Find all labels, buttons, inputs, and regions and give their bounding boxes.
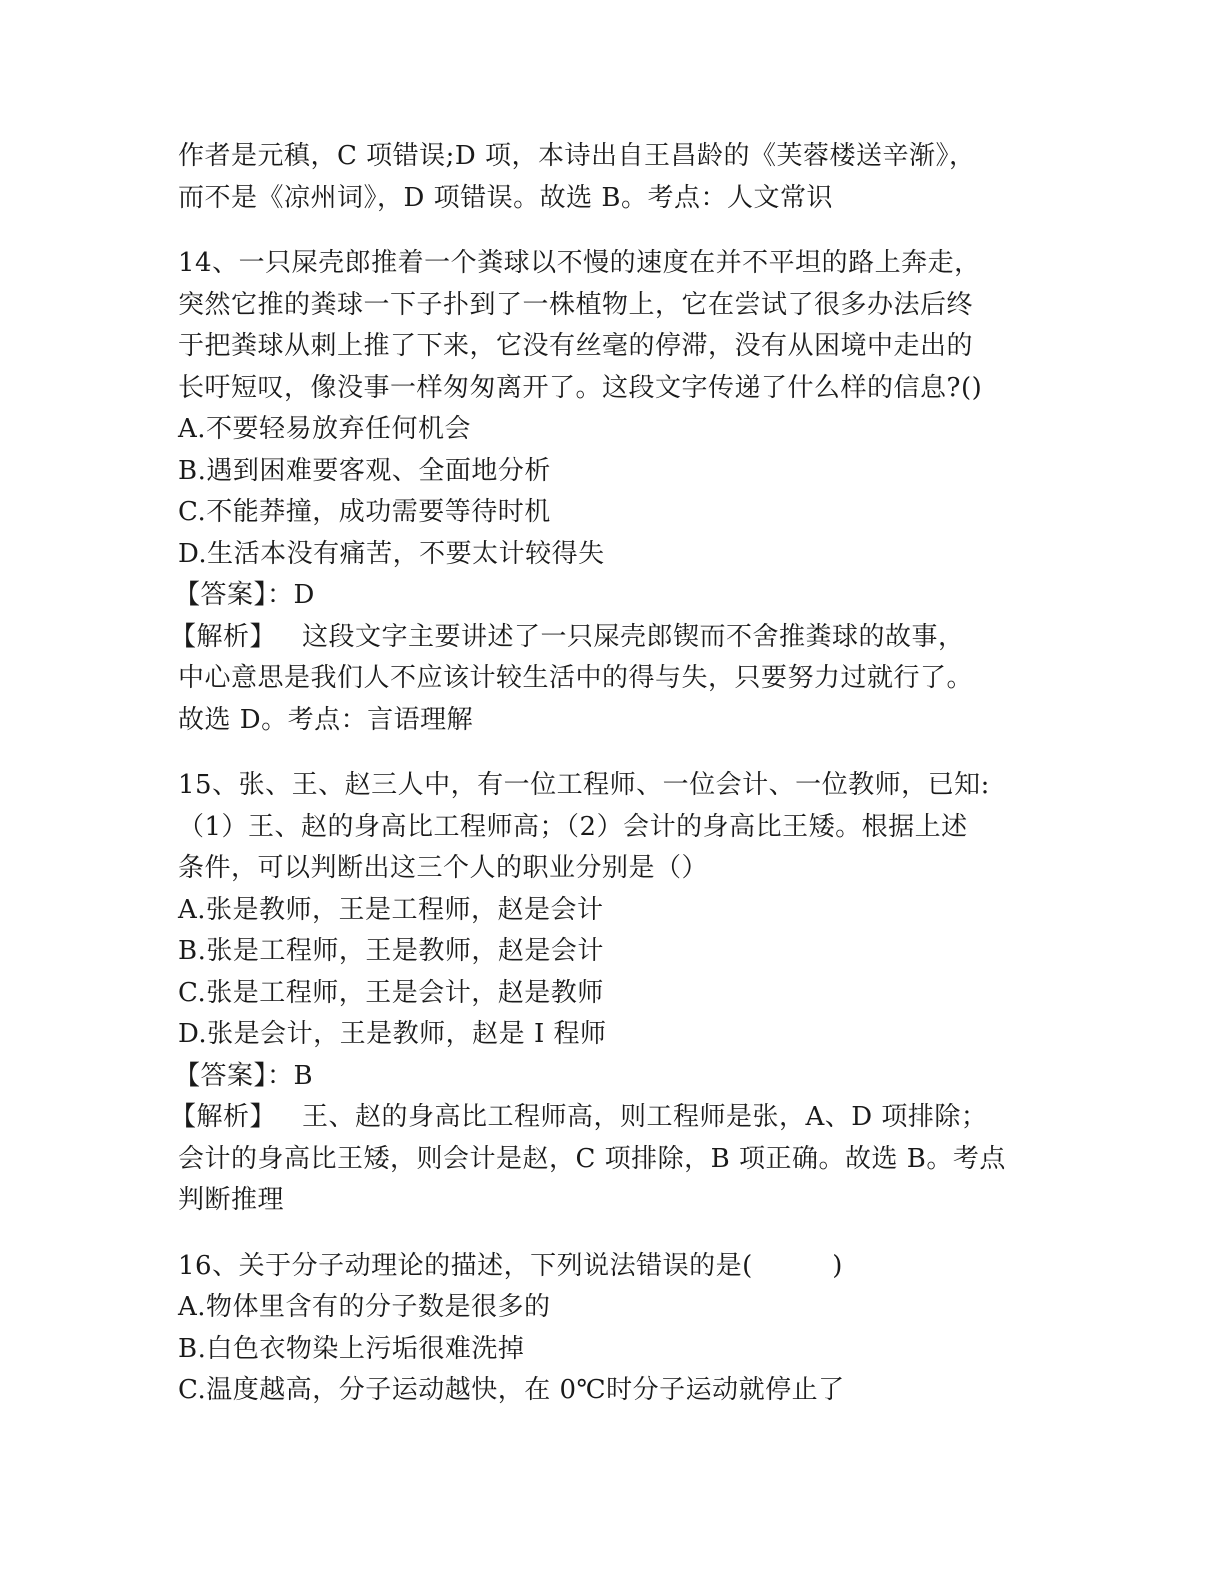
analysis-text: 这段文字主要讲述了一只屎壳郎锲而不舍推粪球的故事， <box>302 621 965 652</box>
option-c: C.不能莽撞，成功需要等待时机 <box>178 497 551 527</box>
analysis-line: 故选 D。考点：言语理解 <box>178 704 474 735</box>
answer-line: 【答案】：D <box>174 580 315 610</box>
analysis-label: 【解析】 <box>170 1102 277 1132</box>
question-15 <box>170 765 1038 1222</box>
question-stem-line: 15、张、王、赵三人中，有一位工程师、一位会计、一位教师，已知: <box>178 770 990 800</box>
paragraph-gap <box>178 1222 1038 1246</box>
analysis-line: 中心意思是我们人不应该计较生活中的得与失，只要努力过就行了。 <box>178 663 974 693</box>
analysis-first-line <box>170 1097 1038 1139</box>
analysis-line: 判断推理 <box>178 1185 285 1215</box>
analysis-text: 王、赵的身高比工程师高，则工程师是张，A、D 项排除； <box>302 1102 988 1132</box>
question-16 <box>178 1246 1038 1412</box>
option-b: B.白色衣物染上污垢很难洗掉 <box>178 1333 525 1364</box>
answer-line: 【答案】：B <box>174 1060 314 1091</box>
intro-paragraph <box>178 136 1038 219</box>
option-b: B.张是工程师，王是教师，赵是会计 <box>178 936 604 966</box>
question-stem-line: 14、一只屎壳郎推着一个粪球以不慢的速度在并不平坦的路上奔走， <box>178 248 981 278</box>
option-d: D.生活本没有痛苦，不要太计较得失 <box>178 538 605 569</box>
option-a: A.张是教师，王是工程师，赵是会计 <box>178 894 604 925</box>
question-14 <box>170 243 1038 741</box>
document-page <box>170 136 1038 1412</box>
option-a: A.不要轻易放弃任何机会 <box>178 414 472 444</box>
question-stem-line: 16、关于分子动理论的描述，下列说法错误的是( ) <box>178 1250 843 1281</box>
intro-line: 而不是《凉州词》，D 项错误。故选 B。考点：人文常识 <box>178 182 833 213</box>
paragraph-gap <box>178 219 1038 243</box>
question-stem-line: 条件，可以判断出这三个人的职业分别是（） <box>178 853 709 883</box>
question-stem-line: （1）王、赵的身高比工程师高；（2）会计的身高比王矮。根据上述 <box>178 811 968 842</box>
analysis-label: 【解析】 <box>170 621 277 652</box>
option-c: C.张是工程师，王是会计，赵是教师 <box>178 977 604 1008</box>
question-stem-line: 于把粪球从刺上推了下来，它没有丝毫的停滞，没有从困境中走出的 <box>178 331 974 361</box>
question-stem-line: 长吁短叹，像没事一样匆匆离开了。这段文字传递了什么样的信息?() <box>178 372 983 403</box>
option-b: B.遇到困难要客观、全面地分析 <box>178 455 551 486</box>
paragraph-gap <box>178 741 1038 765</box>
option-a: A.物体里含有的分子数是很多的 <box>178 1292 551 1322</box>
analysis-line: 会计的身高比王矮，则会计是赵，C 项排除，B 项正确。故选 B。考点 <box>178 1143 1006 1174</box>
question-stem-line: 突然它推的粪球一下子扑到了一株植物上，它在尝试了很多办法后终 <box>178 289 974 320</box>
option-c: C.温度越高，分子运动越快，在 0℃时分子运动就停止了 <box>178 1375 845 1405</box>
intro-line: 作者是元稹，C 项错误;D 项，本诗出自王昌龄的《芙蓉楼送辛渐》， <box>178 141 976 171</box>
option-d: D.张是会计，王是教师，赵是 I 程师 <box>178 1019 607 1049</box>
analysis-first-line <box>170 617 1038 659</box>
